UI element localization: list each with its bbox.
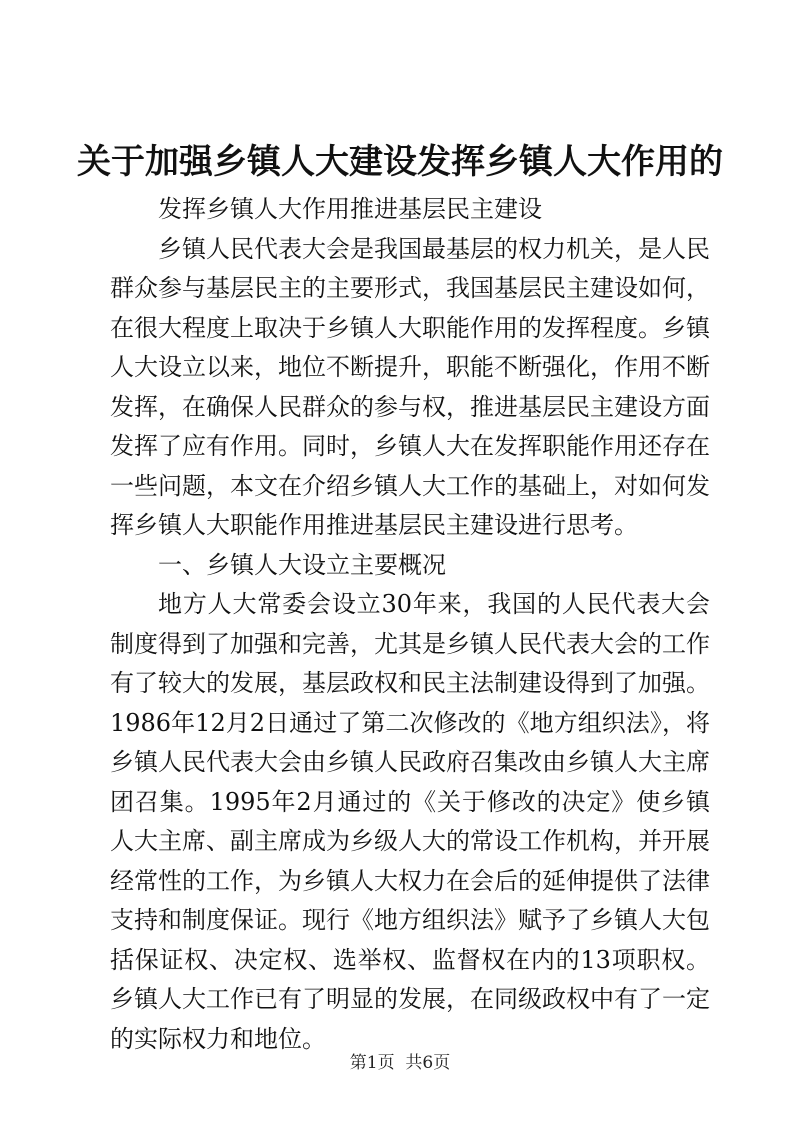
- body-paragraph: 地方人大常委会设立30年来，我国的人民代表大会制度得到了加强和完善，尤其是乡镇人民代表大会的工作有了较大的发展，基层政权和民主法制建设得到了加强。1986年12月2日通过了第二次修改的《地方组织法》，将乡镇人民代表大会由乡镇人民政府召集改由乡镇人大主席团召集。1995年2月通过的《关于修改的决定》使乡镇人大主席、副主席成为乡级人大的常设工作机构，并开展经常性的工作，为乡镇人大权力在会后的延伸提供了法律支持和制度保证。现行《地方组织法》赋予了乡镇人大包括保证权、决定权、选举权、监督权在内的13项职权。乡镇人大工作已有了明显的发展，在同级政权中有了一定的实际权力和地位。: [110, 590, 710, 1053]
- document-body: [110, 190, 710, 1059]
- subtitle-paragraph: 发挥乡镇人大作用推进基层民主建设: [158, 195, 542, 223]
- document-title: 关于加强乡镇人大建设发挥乡镇人大作用的: [77, 142, 723, 182]
- page-total: 共6页: [405, 1053, 451, 1073]
- body-paragraph: 乡镇人民代表大会是我国最基层的权力机关，是人民群众参与基层民主的主要形式，我国基层民主建设如何，在很大程度上取决于乡镇人大职能作用的发挥程度。乡镇人大设立以来，地位不断提升，职能不断强化，作用不断发挥，在确保人民群众的参与权，推进基层民主建设方面发挥了应有作用。同时，乡镇人大在发挥职能作用还存在一些问题，本文在介绍乡镇人大工作的基础上，对如何发挥乡镇人大职能作用推进基层民主建设进行思考。: [110, 234, 710, 539]
- page-footer: [0, 1051, 800, 1075]
- page-number: 第1页: [349, 1053, 395, 1073]
- section-heading: 一、乡镇人大设立主要概况: [158, 550, 446, 579]
